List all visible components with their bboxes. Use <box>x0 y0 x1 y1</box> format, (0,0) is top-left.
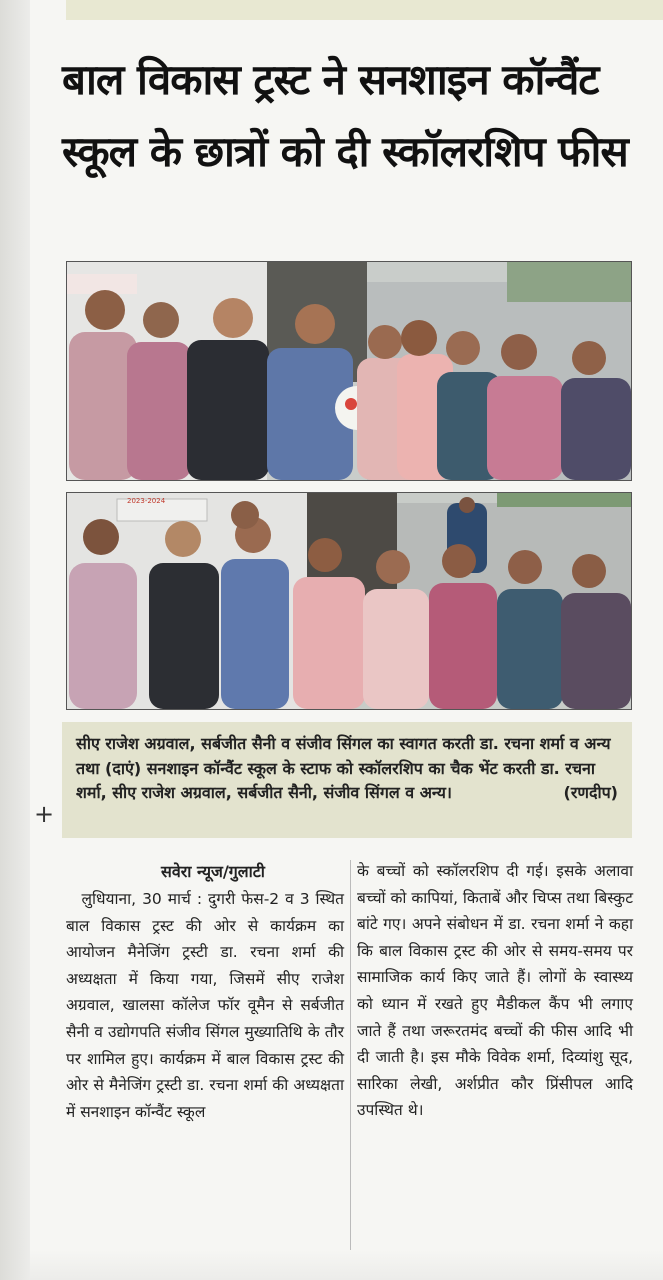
article-paragraph-left: लुधियाना, 30 मार्च : दुगरी फेस-2 व 3 स्थित बाल विकास ट्रस्ट की ओर से कार्यक्रम का आयोजन मैनेजिंग ट्रस्टी डा. रचना शर्मा की अध्यक्षता में किया गया, जिसमें सीए राजेश अग्रवाल, खालसा कॉलेज फॉर वूमैन से सर्बजीत सैनी व उद्योगपति संजीव सिंगल मुख्यातिथि के तौर पर शामिल हुए। कार्यक्रम में बाल विकास ट्रस्ट की ओर से मैनेजिंग ट्रस्टी डा. रचना शर्मा की अध्यक्षता में सनशाइन कॉन्वैंट स्कूल <box>66 890 344 1121</box>
page-bottom-edge <box>30 1250 663 1280</box>
article-paragraph-right: के बच्चों को स्कॉलरशिप दी गई। इसके अलावा बच्चों को कापियां, किताबें और चिप्स तथा बिस्कुट बांटे गए। अपने संबोधन में डा. रचना शर्मा ने कहा कि बाल विकास ट्रस्ट की ओर से समय-समय पर सामाजिक कार्य किए जाते हैं। लोगों के स्वास्थ्य को ध्यान में रखते हुए मैडीकल कैंप भी लगाए जाते हैं तथा जरूरतमंद बच्चों की फीस आदि भी दी जाती है। इस मौके विवेक शर्मा, दिव्यांशु सूद, सारिका लेखी, अर्शप्रीत कौर प्रिंसीपल आदि उपस्थित थे। <box>357 862 634 1120</box>
caption-text: सीए राजेश अग्रवाल, सर्बजीत सैनी व संजीव सिंगल का स्वागत करती डा. रचना शर्मा व अन्य तथा (दाएं) सनशाइन कॉन्वैंट स्कूल के स्टाफ को स्कॉलरशिप का चैक भेंट करती डा. रचना शर्मा, सीए राजेश अग्रवाल, सर्बजीत सैनी, संजीव सिंगल व अन्य। <box>76 734 611 802</box>
column-divider <box>350 860 351 1250</box>
photo-greeting <box>66 261 632 481</box>
byline: सवेरा न्यूज/गुलाटी <box>161 862 265 881</box>
article-column-left <box>66 858 344 1125</box>
top-color-band <box>66 0 663 20</box>
banner-year: 2023-2024 <box>127 497 166 505</box>
photo-credit: (रणदीप) <box>563 783 618 802</box>
headline: बाल विकास ट्रस्ट ने सनशाइन कॉन्वैंट स्कूल के छात्रों को दी स्कॉलरशिप फीस <box>62 55 628 176</box>
photo-caption <box>62 722 632 838</box>
plus-icon: + <box>34 800 55 828</box>
article-column-right <box>357 858 633 1124</box>
photo-cheque-presentation <box>66 492 632 710</box>
page-gutter <box>0 0 30 1280</box>
